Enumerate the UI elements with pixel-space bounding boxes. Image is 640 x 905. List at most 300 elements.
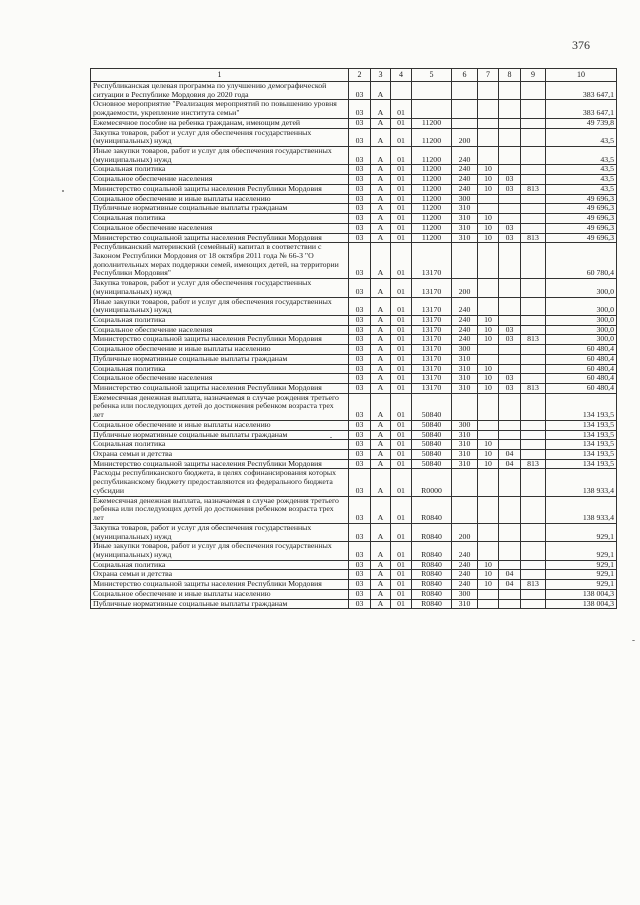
code-cell: А (371, 430, 391, 440)
code-cell: 03 (349, 243, 371, 279)
code-cell: 11200 (412, 175, 452, 185)
code-cell: 13170 (412, 325, 452, 335)
amount-cell: 43,5 (546, 128, 617, 146)
code-cell (478, 82, 499, 100)
code-cell: 200 (452, 279, 478, 297)
code-cell: А (371, 128, 391, 146)
table-row (91, 82, 617, 100)
code-cell: А (371, 560, 391, 570)
code-cell (499, 279, 521, 297)
table-row (91, 589, 617, 599)
code-cell: 50840 (412, 430, 452, 440)
code-cell: 03 (499, 175, 521, 185)
row-name: Социальное обеспечение и иные выплаты населению (91, 345, 349, 355)
code-cell: 04 (499, 580, 521, 590)
code-cell: А (371, 374, 391, 384)
code-cell (521, 204, 546, 214)
code-cell (521, 570, 546, 580)
code-cell: 10 (478, 315, 499, 325)
code-cell (452, 469, 478, 496)
budget-table (90, 68, 617, 609)
scan-speck (632, 640, 635, 641)
amount-cell: 49 739,8 (546, 118, 617, 128)
code-cell: R0000 (412, 469, 452, 496)
code-cell (478, 430, 499, 440)
code-cell: 03 (349, 335, 371, 345)
amount-cell: 43,5 (546, 184, 617, 194)
code-cell (478, 194, 499, 204)
code-cell: 240 (452, 542, 478, 560)
code-cell (499, 364, 521, 374)
scan-speck (62, 190, 64, 192)
code-cell: 03 (349, 204, 371, 214)
code-cell: 01 (391, 580, 412, 590)
code-cell: 240 (452, 580, 478, 590)
code-cell: А (371, 523, 391, 541)
code-cell (478, 393, 499, 420)
code-cell: А (371, 450, 391, 460)
amount-cell: 60 480,4 (546, 345, 617, 355)
row-name: Закупка товаров, работ и услуг для обеспечения государственных (муниципальных) нужд (91, 523, 349, 541)
row-name: Иные закупки товаров, работ и услуг для обеспечения государственных (муниципальных) нужд (91, 542, 349, 560)
code-cell: А (371, 440, 391, 450)
code-cell (478, 420, 499, 430)
row-name: Иные закупки товаров, работ и услуг для обеспечения государственных (муниципальных) нужд (91, 297, 349, 315)
code-cell (478, 496, 499, 523)
code-cell: 310 (452, 459, 478, 469)
code-cell (521, 523, 546, 541)
code-cell: 310 (452, 233, 478, 243)
code-cell: 10 (478, 335, 499, 345)
code-cell: 11200 (412, 147, 452, 165)
code-cell: 01 (391, 184, 412, 194)
code-cell (521, 175, 546, 185)
code-cell: А (371, 297, 391, 315)
code-cell: А (371, 175, 391, 185)
table-row (91, 469, 617, 496)
amount-cell: 138 933,4 (546, 469, 617, 496)
code-cell (452, 118, 478, 128)
code-cell: 01 (391, 128, 412, 146)
code-cell: 300 (452, 589, 478, 599)
amount-cell: 49 696,3 (546, 223, 617, 233)
table-row (91, 243, 617, 279)
code-cell: 10 (478, 384, 499, 394)
code-cell: 10 (478, 440, 499, 450)
code-cell: 04 (499, 570, 521, 580)
code-cell (478, 523, 499, 541)
code-cell: 04 (499, 459, 521, 469)
code-cell (478, 542, 499, 560)
code-cell: А (371, 118, 391, 128)
row-name: Ежемесячное пособие на ребенка гражданам, имеющим детей (91, 118, 349, 128)
code-cell: 01 (391, 325, 412, 335)
amount-cell: 929,1 (546, 570, 617, 580)
code-cell (478, 345, 499, 355)
code-cell: 11200 (412, 128, 452, 146)
code-cell: 813 (521, 580, 546, 590)
code-cell: 11200 (412, 194, 452, 204)
row-name: Социальное обеспечение населения (91, 223, 349, 233)
table-row (91, 315, 617, 325)
row-name: Министерство социальной защиты населения Республики Мордовия (91, 459, 349, 469)
code-cell: 03 (349, 430, 371, 440)
code-cell: А (371, 420, 391, 430)
code-cell: А (371, 165, 391, 175)
table-row (91, 345, 617, 355)
code-cell: 03 (349, 128, 371, 146)
code-cell: 01 (391, 204, 412, 214)
table-row (91, 354, 617, 364)
code-cell: 01 (391, 243, 412, 279)
row-name: Социальное обеспечение и иные выплаты населению (91, 420, 349, 430)
code-cell: А (371, 194, 391, 204)
table-row (91, 184, 617, 194)
code-cell (478, 279, 499, 297)
amount-cell: 134 193,5 (546, 450, 617, 460)
code-cell (499, 345, 521, 355)
code-cell: 310 (452, 440, 478, 450)
code-cell: А (371, 279, 391, 297)
code-cell: 01 (391, 315, 412, 325)
code-cell: 03 (349, 580, 371, 590)
code-cell: 300 (452, 420, 478, 430)
table-row (91, 325, 617, 335)
code-cell: 10 (478, 364, 499, 374)
code-cell (452, 100, 478, 118)
code-cell: 01 (391, 430, 412, 440)
code-cell (478, 469, 499, 496)
amount-cell: 300,0 (546, 335, 617, 345)
code-cell: 03 (349, 364, 371, 374)
code-cell: 01 (391, 345, 412, 355)
code-cell: 01 (391, 194, 412, 204)
code-cell: R0840 (412, 542, 452, 560)
code-cell: 240 (452, 335, 478, 345)
code-cell: 240 (452, 560, 478, 570)
column-header: 10 (546, 69, 617, 82)
column-header: 7 (478, 69, 499, 82)
row-name: Социальное обеспечение населения (91, 175, 349, 185)
code-cell: 50840 (412, 459, 452, 469)
row-name: Министерство социальной защиты населения Республики Мордовия (91, 580, 349, 590)
code-cell: 13170 (412, 335, 452, 345)
table-row (91, 459, 617, 469)
code-cell (452, 243, 478, 279)
code-cell (521, 364, 546, 374)
amount-cell: 43,5 (546, 165, 617, 175)
code-cell (499, 204, 521, 214)
code-cell: 310 (452, 384, 478, 394)
code-cell (478, 599, 499, 609)
code-cell: 01 (391, 279, 412, 297)
amount-cell: 929,1 (546, 580, 617, 590)
row-name: Социальная политика (91, 364, 349, 374)
code-cell: 03 (349, 214, 371, 224)
code-cell: 03 (349, 194, 371, 204)
code-cell (521, 315, 546, 325)
code-cell (478, 297, 499, 315)
code-cell: 04 (499, 450, 521, 460)
code-cell: 310 (452, 450, 478, 460)
code-cell: А (371, 354, 391, 364)
code-cell: 03 (349, 459, 371, 469)
table-row (91, 374, 617, 384)
table-row (91, 335, 617, 345)
code-cell: R0840 (412, 496, 452, 523)
code-cell: А (371, 233, 391, 243)
code-cell: R0840 (412, 523, 452, 541)
row-name: Республиканская целевая программа по улучшению демографической ситуации в Республике Мордовия до 2020 года (91, 82, 349, 100)
code-cell (478, 128, 499, 146)
code-cell: 310 (452, 214, 478, 224)
code-cell (499, 100, 521, 118)
code-cell: А (371, 325, 391, 335)
code-cell: 03 (349, 223, 371, 233)
amount-cell: 43,5 (546, 175, 617, 185)
table-row (91, 450, 617, 460)
code-cell (499, 440, 521, 450)
table-row (91, 384, 617, 394)
column-header: 1 (91, 69, 349, 82)
code-cell: 03 (349, 420, 371, 430)
code-cell (521, 223, 546, 233)
code-cell: А (371, 384, 391, 394)
code-cell: 03 (349, 570, 371, 580)
code-cell: 13170 (412, 345, 452, 355)
code-cell: 300 (452, 345, 478, 355)
code-cell: А (371, 223, 391, 233)
table-row (91, 542, 617, 560)
code-cell (499, 589, 521, 599)
code-cell: 03 (349, 297, 371, 315)
code-cell (521, 147, 546, 165)
code-cell: 813 (521, 459, 546, 469)
row-name: Иные закупки товаров, работ и услуг для обеспечения государственных (муниципальных) нужд (91, 147, 349, 165)
code-cell: 03 (349, 384, 371, 394)
row-name: Социальное обеспечение и иные выплаты населению (91, 589, 349, 599)
code-cell: 03 (499, 335, 521, 345)
code-cell (499, 393, 521, 420)
code-cell: 01 (391, 459, 412, 469)
code-cell: 13170 (412, 364, 452, 374)
code-cell: 01 (391, 440, 412, 450)
code-cell (521, 243, 546, 279)
code-cell: А (371, 204, 391, 214)
code-cell: 240 (452, 297, 478, 315)
code-cell (521, 128, 546, 146)
code-cell: R0840 (412, 560, 452, 570)
code-cell: 10 (478, 223, 499, 233)
column-header: 2 (349, 69, 371, 82)
row-name: Социальная политика (91, 214, 349, 224)
code-cell: 01 (391, 118, 412, 128)
code-cell: 01 (391, 147, 412, 165)
code-cell (478, 118, 499, 128)
code-cell (499, 599, 521, 609)
amount-cell: 49 696,3 (546, 233, 617, 243)
table-row (91, 204, 617, 214)
table-row (91, 393, 617, 420)
column-header: 8 (499, 69, 521, 82)
code-cell: R0840 (412, 580, 452, 590)
code-cell: 11200 (412, 214, 452, 224)
table-row (91, 279, 617, 297)
code-cell: 03 (349, 100, 371, 118)
row-name: Основное мероприятие "Реализация мероприятий по повышению уровня рождаемости, укрепление института семьи" (91, 100, 349, 118)
code-cell: 50840 (412, 420, 452, 430)
code-cell: А (371, 315, 391, 325)
code-cell: А (371, 469, 391, 496)
code-cell: 10 (478, 165, 499, 175)
code-cell: 03 (349, 345, 371, 355)
code-cell: 01 (391, 420, 412, 430)
row-name: Социальная политика (91, 315, 349, 325)
amount-cell: 383 647,1 (546, 100, 617, 118)
code-cell: 310 (452, 354, 478, 364)
code-cell (521, 354, 546, 364)
code-cell: А (371, 214, 391, 224)
row-name: Расходы республиканского бюджета, в целях софинансирования которых республиканскому бюджету предоставляются из федерального бюджета субсидии (91, 469, 349, 496)
column-header: 5 (412, 69, 452, 82)
code-cell: 240 (452, 325, 478, 335)
code-cell (478, 243, 499, 279)
code-cell: 300 (452, 194, 478, 204)
code-cell: 03 (499, 325, 521, 335)
table-row (91, 430, 617, 440)
code-cell (499, 165, 521, 175)
code-cell: А (371, 364, 391, 374)
table-row (91, 175, 617, 185)
code-cell: А (371, 345, 391, 355)
amount-cell: 300,0 (546, 325, 617, 335)
amount-cell: 134 193,5 (546, 459, 617, 469)
code-cell (521, 393, 546, 420)
code-cell: 10 (478, 325, 499, 335)
code-cell (499, 315, 521, 325)
code-cell (521, 279, 546, 297)
code-cell: 10 (478, 450, 499, 460)
code-cell: 01 (391, 589, 412, 599)
amount-cell: 300,0 (546, 279, 617, 297)
code-cell: 01 (391, 364, 412, 374)
table-row (91, 496, 617, 523)
code-cell: 01 (391, 223, 412, 233)
code-cell: 03 (349, 354, 371, 364)
row-name: Министерство социальной защиты населения Республики Мордовия (91, 384, 349, 394)
code-cell: 03 (349, 450, 371, 460)
code-cell: 03 (349, 496, 371, 523)
code-cell: 240 (452, 184, 478, 194)
code-cell: 10 (478, 214, 499, 224)
code-cell: 310 (452, 364, 478, 374)
table-header-row (91, 69, 617, 82)
code-cell: 11200 (412, 204, 452, 214)
code-cell: R0840 (412, 589, 452, 599)
code-cell: 240 (452, 570, 478, 580)
code-cell: 03 (349, 315, 371, 325)
code-cell (521, 194, 546, 204)
table-row (91, 214, 617, 224)
code-cell: 03 (349, 469, 371, 496)
amount-cell: 134 193,5 (546, 420, 617, 430)
code-cell: 01 (391, 560, 412, 570)
table-row (91, 165, 617, 175)
code-cell (521, 469, 546, 496)
table-row (91, 523, 617, 541)
code-cell: 13170 (412, 243, 452, 279)
code-cell: А (371, 589, 391, 599)
code-cell: 10 (478, 184, 499, 194)
code-cell: 813 (521, 184, 546, 194)
row-name: Охрана семьи и детства (91, 570, 349, 580)
amount-cell: 134 193,5 (546, 430, 617, 440)
code-cell: А (371, 147, 391, 165)
amount-cell: 60 480,4 (546, 374, 617, 384)
code-cell (499, 128, 521, 146)
code-cell (521, 420, 546, 430)
amount-cell: 60 780,4 (546, 243, 617, 279)
column-header: 3 (371, 69, 391, 82)
code-cell: 13170 (412, 374, 452, 384)
page-number: 376 (572, 38, 590, 52)
code-cell (521, 100, 546, 118)
code-cell: 01 (391, 542, 412, 560)
code-cell: 03 (349, 393, 371, 420)
code-cell (521, 560, 546, 570)
code-cell: 310 (452, 204, 478, 214)
row-name: Министерство социальной защиты населения Республики Мордовия (91, 184, 349, 194)
code-cell (521, 325, 546, 335)
code-cell: А (371, 184, 391, 194)
code-cell: 01 (391, 100, 412, 118)
amount-cell: 383 647,1 (546, 82, 617, 100)
code-cell (521, 496, 546, 523)
code-cell (452, 82, 478, 100)
code-cell: 11200 (412, 118, 452, 128)
code-cell: А (371, 393, 391, 420)
row-name: Публичные нормативные социальные выплаты гражданам (91, 599, 349, 609)
code-cell (521, 214, 546, 224)
code-cell: 240 (452, 175, 478, 185)
code-cell (499, 147, 521, 165)
code-cell: 03 (349, 599, 371, 609)
code-cell: 11200 (412, 184, 452, 194)
amount-cell: 49 696,3 (546, 194, 617, 204)
code-cell (452, 393, 478, 420)
code-cell (478, 354, 499, 364)
row-name: Социальная политика (91, 440, 349, 450)
code-cell: 50840 (412, 450, 452, 460)
code-cell: 03 (499, 374, 521, 384)
code-cell: А (371, 570, 391, 580)
code-cell (521, 599, 546, 609)
table-row (91, 128, 617, 146)
row-name: Ежемесячная денежная выплата, назначаемая в случае рождения третьего ребенка или последующих детей до достижения ребенком возраста трех лет (91, 393, 349, 420)
amount-cell: 60 480,4 (546, 364, 617, 374)
code-cell: А (371, 335, 391, 345)
code-cell: R0840 (412, 570, 452, 580)
code-cell (521, 165, 546, 175)
table-row (91, 599, 617, 609)
code-cell (521, 297, 546, 315)
table-row (91, 364, 617, 374)
row-name: Закупка товаров, работ и услуг для обеспечения государственных (муниципальных) нужд (91, 128, 349, 146)
code-cell: 13170 (412, 384, 452, 394)
code-cell: 13170 (412, 354, 452, 364)
amount-cell: 300,0 (546, 297, 617, 315)
table-row (91, 147, 617, 165)
